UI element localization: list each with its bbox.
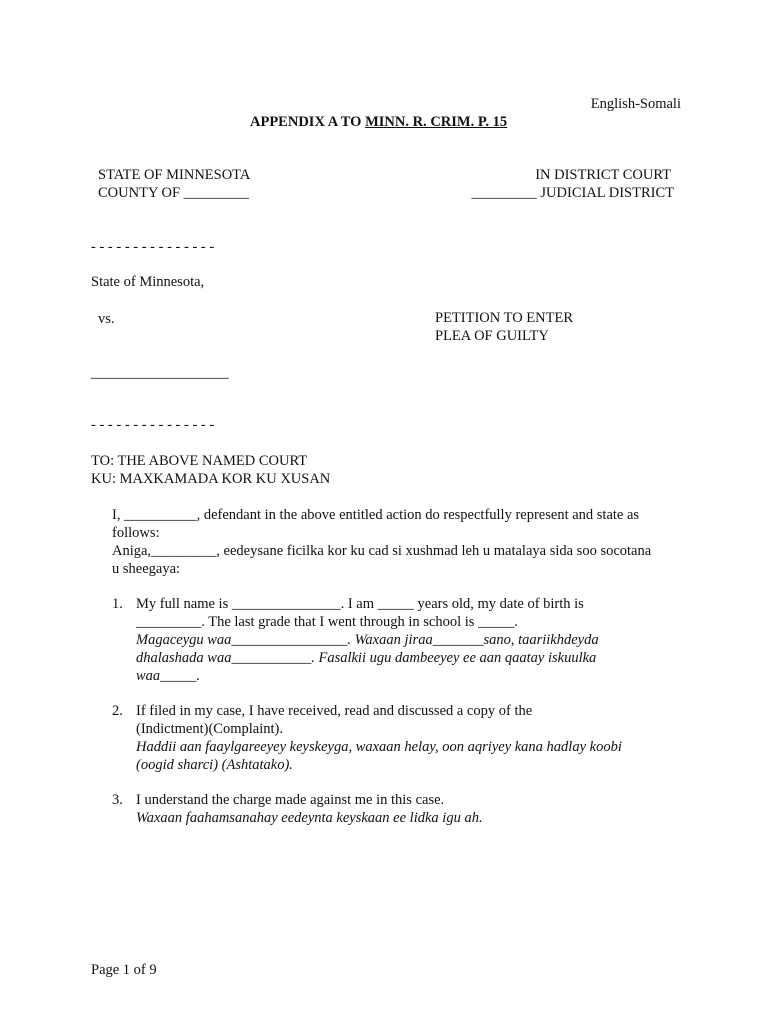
defendant-line: ___________________ <box>91 365 229 381</box>
item2-so-line1: Haddii aan faaylgareeyey keyskeyga, waxaan helay, oon aqriyey kana hadlay koobi <box>136 739 622 755</box>
item3-en-line1: I understand the charge made against me in this case. <box>136 792 445 808</box>
intro-so-line2: u sheegaya: <box>112 561 181 577</box>
caption-court: IN DISTRICT COURT <box>535 167 671 183</box>
plaintiff: State of Minnesota, <box>91 274 205 290</box>
item1-en-line1: My full name is _______________. I am _____ years old, my date of birth is <box>136 596 584 612</box>
caption-district: _________ JUDICIAL DISTRICT <box>471 185 674 201</box>
language-label: English-Somali <box>590 96 681 112</box>
divider-top: - - - - - - - - - - - - - - - <box>91 239 215 255</box>
item-number: 2. <box>112 703 123 719</box>
title-rule: MINN. R. CRIM. P. 15 <box>365 114 508 130</box>
petition-title-line2: PLEA OF GUILTY <box>435 328 549 344</box>
item-number: 3. <box>112 792 123 808</box>
divider-bottom: - - - - - - - - - - - - - - - <box>91 417 215 433</box>
title-prefix: APPENDIX A TO <box>250 114 366 130</box>
item1-so-line3: waa_____. <box>136 668 201 684</box>
to-court-so: KU: MAXKAMADA KOR KU XUSAN <box>91 471 331 487</box>
item1-en-line2: _________. The last grade that I went through in school is _____. <box>136 614 518 630</box>
intro-en-line1: I, __________, defendant in the above entitled action do respectfully represent and state as <box>112 507 640 523</box>
caption-county: COUNTY OF _________ <box>98 185 249 201</box>
versus: vs. <box>98 311 115 327</box>
intro-so-line1: Aniga,_________, eedeysane ficilka kor ku cad si xushmad leh u matalaya sida soo socotana <box>112 543 652 559</box>
caption-state: STATE OF MINNESOTA <box>98 167 251 183</box>
to-court-en: TO: THE ABOVE NAMED COURT <box>91 453 308 469</box>
item3-so-line1: Waxaan faahamsanahay eedeynta keyskaan ee lidka igu ah. <box>136 810 483 826</box>
item-number: 1. <box>112 596 123 612</box>
item2-en-line2: (Indictment)(Complaint). <box>136 721 283 737</box>
intro-en-line2: follows: <box>112 525 160 541</box>
document-title <box>250 113 507 131</box>
item2-en-line1: If filed in my case, I have received, read and discussed a copy of the <box>136 703 533 719</box>
page-number: Page 1 of 9 <box>91 962 157 978</box>
petition-title-line1: PETITION TO ENTER <box>435 310 574 326</box>
item1-so-line2: dhalashada waa___________. Fasalkii ugu dambeeyey ee aan qaatay iskuulka <box>136 650 597 666</box>
item1-so-line1: Magaceygu waa________________. Waxaan jiraa_______sano, taariikhdeyda <box>136 632 599 648</box>
item2-so-line2: (oogid sharci) (Ashtatako). <box>136 757 293 773</box>
